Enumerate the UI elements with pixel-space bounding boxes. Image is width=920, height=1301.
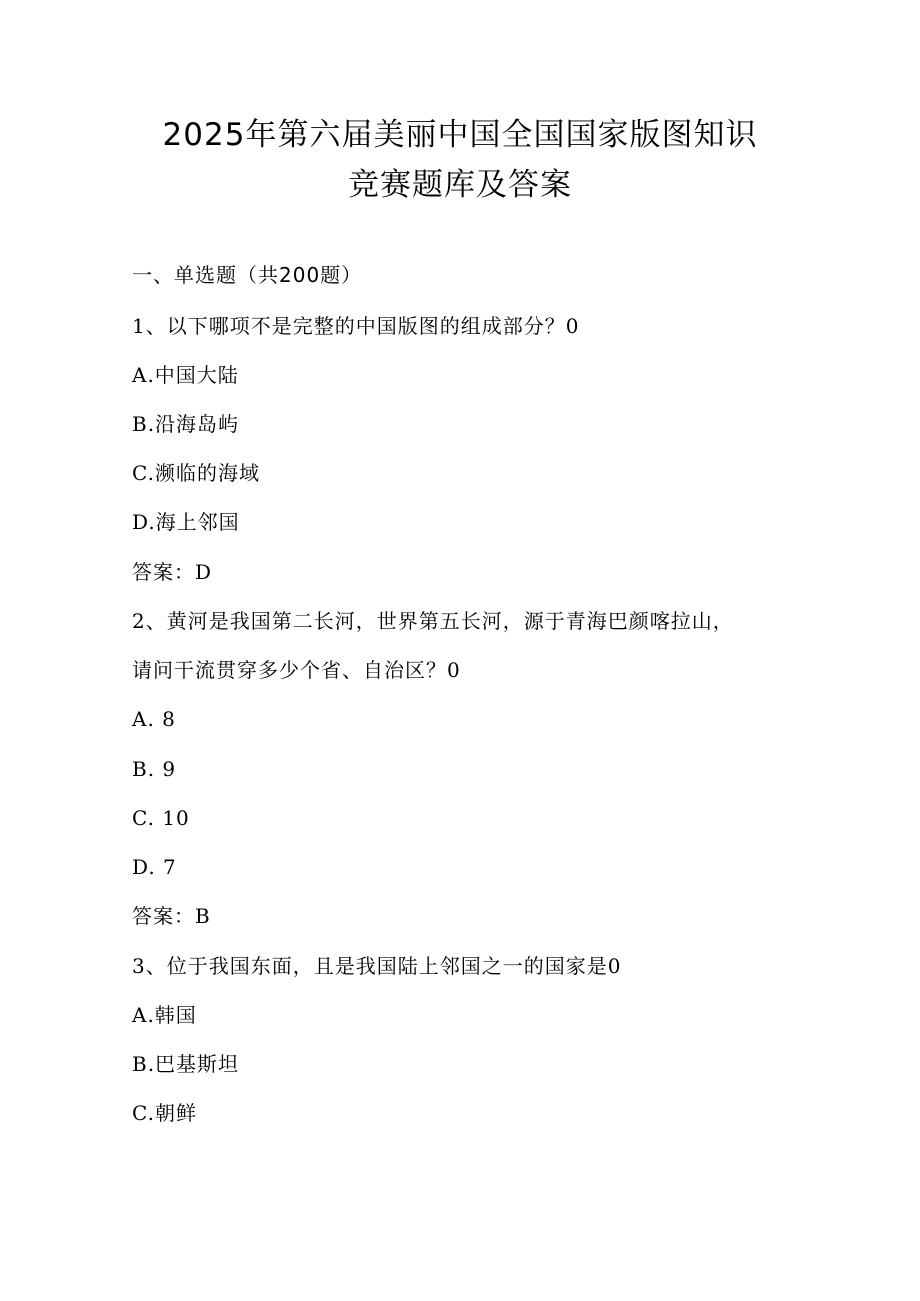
question-2-option-b: B. 9 xyxy=(132,757,177,781)
question-2-option-d: D. 7 xyxy=(132,855,177,879)
section-heading: 一、单选题（共200题） xyxy=(132,263,363,287)
question-2-stem-line-1: 2、黄河是我国第二长河，世界第五长河，源于青海巴颜喀拉山， xyxy=(132,609,734,633)
question-1-answer: 答案：D xyxy=(132,560,213,584)
question-3-option-a: A.韩国 xyxy=(132,1003,197,1027)
document-title-line-2: 竞赛题库及答案 xyxy=(348,167,572,203)
question-1-option-a: A.中国大陆 xyxy=(132,363,239,387)
question-3-option-c: C.朝鲜 xyxy=(132,1101,197,1125)
question-2-option-a: A. 8 xyxy=(132,707,176,731)
question-1-option-b: B.沿海岛屿 xyxy=(132,412,240,436)
question-1-stem: 1、以下哪项不是完整的中国版图的组成部分？0 xyxy=(132,314,580,338)
question-1-option-d: D.海上邻国 xyxy=(132,510,240,534)
question-3-stem: 3、位于我国东面，且是我国陆上邻国之一的国家是0 xyxy=(132,954,622,978)
document-title-line-1: 2025年第六届美丽中国全国国家版图知识 xyxy=(162,117,758,153)
question-2-stem-line-2: 请问干流贯穿多少个省、自治区？0 xyxy=(132,658,461,682)
question-3-option-b: B.巴基斯坦 xyxy=(132,1052,240,1076)
question-1-option-c: C.濒临的海域 xyxy=(132,461,260,485)
question-2-option-c: C. 10 xyxy=(132,806,190,830)
question-2-answer: 答案：B xyxy=(132,904,211,928)
